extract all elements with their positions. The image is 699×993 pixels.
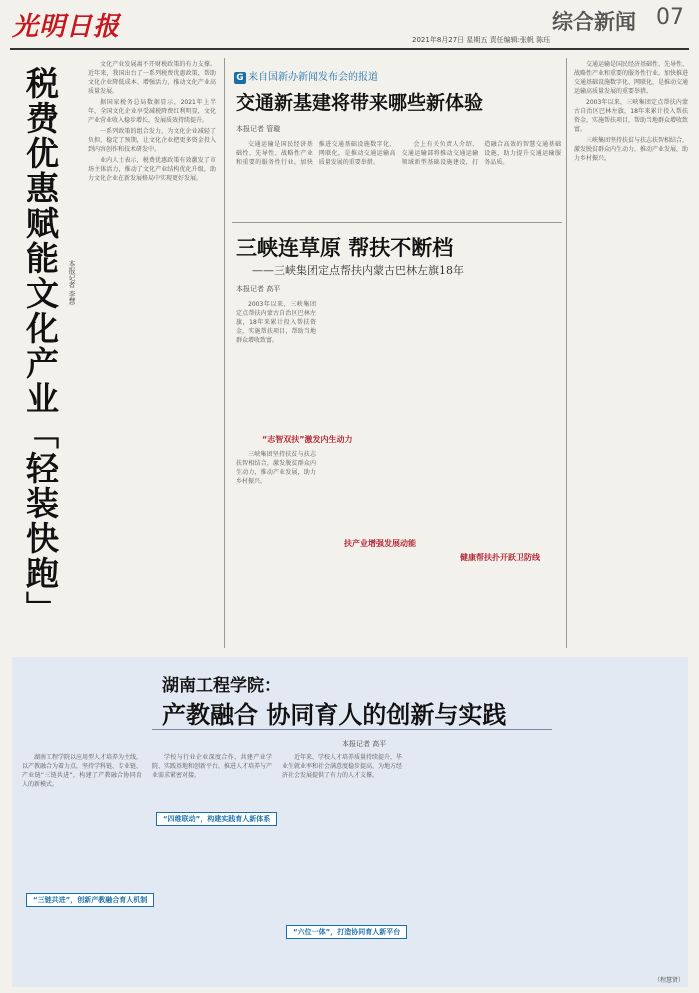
top-byline: 本报记者 管璇	[236, 125, 281, 133]
feature-subhead: “三链共进”，创新产教融合育人机制	[26, 893, 154, 907]
issue-line: 2021年8月27日 星期五 责任编辑:张帆 陈珏	[412, 36, 551, 44]
left-paragraph: 一系列政策的组合发力，为文化企业减轻了负担、稳定了预期，让文化企业把更多资金投入到内容创作和技术研发中。	[88, 128, 216, 153]
top-paragraph: 会上有关负责人介绍，交通运输部将推动交通运输领域新型基础设施建设，打造融合高效的智慧交通基础设施，助力提升交通运输服务品质。	[401, 141, 561, 166]
left-paragraph: 文化产业发展离不开财税政策的有力支撑。近年来，我国出台了一系列税费优惠政策，帮助文化企业降低成本、增强活力，推动文化产业高质量发展。	[88, 61, 216, 95]
header-rule	[10, 48, 689, 50]
feature-note: （程慧贤）	[654, 977, 685, 984]
feature-box	[12, 657, 688, 987]
newspaper-logo: 光明日报	[12, 12, 121, 42]
feature-kicker: 湖南工程学院：	[162, 676, 281, 696]
mid-paragraph: 三峡集团坚持扶贫与扶志扶智相结合，激发脱贫群众内生动力，推动产业发展，助力乡村振兴。	[236, 451, 316, 485]
mid-headline: 三峡连草原 帮扶不断档	[236, 235, 454, 260]
g-logo-icon: G	[234, 72, 246, 84]
column-header-text: 来自国新办新闻发布会的报道	[248, 72, 378, 83]
mid-article-body-2	[236, 450, 316, 640]
left-article-body	[88, 60, 216, 640]
top-headline: 交通新基建将带来哪些新体验	[236, 92, 484, 114]
top-paragraph: 交通运输是国民经济基础性、先导性、战略性产业和重要的服务性行业。加快推进交通基础设施数字化、网联化，是推动交通运输高质量发展的重要举措。	[236, 141, 396, 166]
section-title: 综合新闻	[552, 10, 636, 34]
feature-paragraph: 近年来，学校人才培养质量持续提升，毕业生就业率和社会满意度稳步提高，为地方经济社会发展提供了有力的人才支撑。	[282, 754, 402, 779]
mid-subtitle: ——三峡集团定点帮扶内蒙古巴林左旗18年	[252, 264, 464, 277]
left-article-title: 税费优惠赋能文化产业「轻装快跑」	[21, 66, 60, 626]
column-divider	[224, 58, 225, 648]
left-paragraph: 业内人士表示，税费优惠政策有效激发了市场主体活力，推动了文化产业结构优化升级，助力文化企业在新发展格局中实现更好发展。	[88, 157, 216, 182]
feature-col-1	[22, 753, 142, 973]
left-article-byline: 本报记者 李慧	[68, 260, 76, 305]
right-paragraph: 2003年以来，三峡集团定点帮扶内蒙古自治区巴林左旗，18年来累计投入帮扶资金，实施帮扶项目，帮助当地群众增收致富。	[574, 99, 688, 133]
left-paragraph: 据国家税务总局数据显示，2021年上半年，全国文化企业享受减税降费红利明显，文化产业营业收入稳步增长，发展质效持续提升。	[88, 99, 216, 124]
feature-paragraph: 学校与行业企业深度合作，共建产业学院、实践基地和创新平台，推进人才培养与产业需求紧密对接。	[152, 754, 272, 779]
page-number: 07	[656, 5, 684, 30]
feature-col-2	[152, 753, 272, 973]
column-header	[234, 68, 378, 84]
feature-rule	[152, 729, 552, 730]
right-paragraph: 交通运输是国民经济基础性、先导性、战略性产业和重要的服务性行业。加快推进交通基础设施数字化、网联化，是推动交通运输高质量发展的重要举措。	[574, 61, 688, 95]
right-column-body	[574, 60, 688, 640]
masthead	[0, 0, 699, 52]
mid-subhead: 健康帮扶扑开跃卫防线	[460, 553, 540, 562]
column-divider	[566, 58, 567, 648]
mid-paragraph: 2003年以来，三峡集团定点帮扶内蒙古自治区巴林左旗，18年来累计投入帮扶资金，实施帮扶项目，帮助当地群众增收致富。	[236, 301, 316, 344]
feature-title: 产教融合 协同育人的创新与实践	[162, 700, 507, 729]
section-divider	[232, 222, 562, 223]
feature-col-3	[282, 753, 402, 973]
feature-subhead: “六位一体”，打造协同育人新平台	[286, 925, 407, 939]
feature-byline: 本报记者 高平	[342, 740, 387, 748]
top-article-body	[236, 140, 561, 200]
right-paragraph: 三峡集团坚持扶贫与扶志扶智相结合，激发脱贫群众内生动力，推动产业发展，助力乡村振兴。	[574, 137, 688, 162]
feature-subhead: “四维联动”，构建实践育人新体系	[156, 812, 277, 826]
mid-subhead: 扶产业增强发展动能	[344, 539, 416, 548]
mid-article-body	[236, 300, 316, 430]
mid-subhead: “志智双扶”激发内生动力	[262, 435, 353, 444]
feature-paragraph: 湖南工程学院以应用型人才培养为主线，以产教融合为着力点，坚持学科链、专业链、产业链“三链共进”，构建了产教融合协同育人的新模式。	[22, 754, 142, 788]
mid-byline: 本报记者 高平	[236, 285, 281, 293]
